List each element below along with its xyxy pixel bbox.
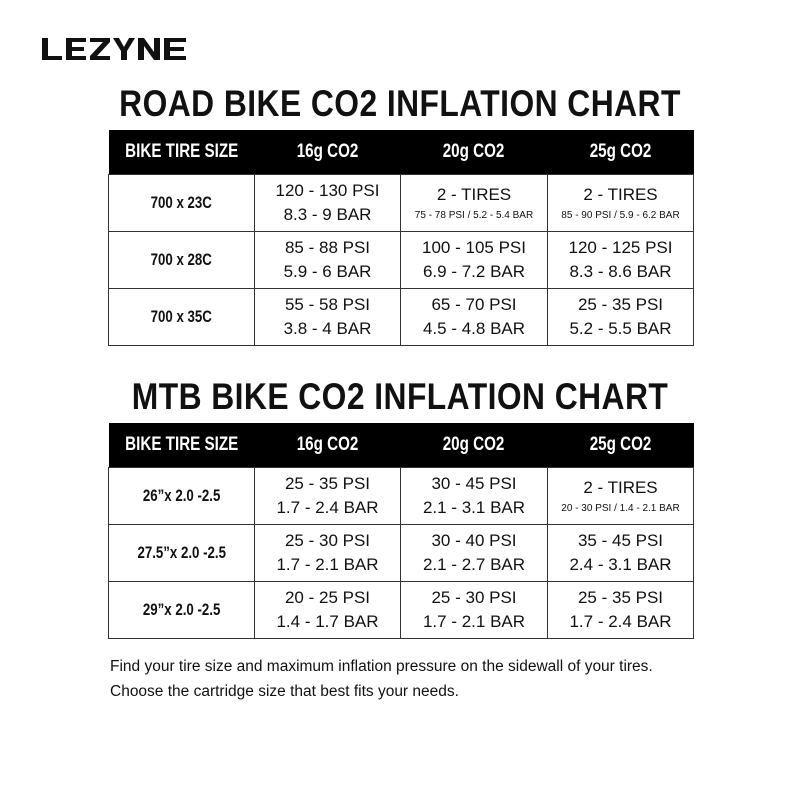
cell-20g: 2 - TIRES 75 - 78 PSI / 5.2 - 5.4 BAR <box>401 175 548 232</box>
header-20g: 20g CO2 <box>401 423 548 468</box>
table-row <box>109 468 694 525</box>
cell-20g: 30 - 45 PSI 2.1 - 3.1 BAR <box>401 468 548 525</box>
header-20g: 20g CO2 <box>401 130 548 175</box>
mtb-chart-title: MTB BIKE CO2 INFLATION CHART <box>131 376 669 417</box>
tire-size-cell: 700 x 23C <box>109 175 255 232</box>
lezyne-logo <box>40 34 192 64</box>
cell-25g: 2 - TIRES 20 - 30 PSI / 1.4 - 2.1 BAR <box>548 468 694 525</box>
tire-size-cell: 27.5”x 2.0 -2.5 <box>109 525 255 582</box>
table-row <box>109 582 694 639</box>
table-row <box>109 175 694 232</box>
cell-16g: 25 - 30 PSI 1.7 - 2.1 BAR <box>255 525 401 582</box>
tire-size-cell: 700 x 35C <box>109 289 255 346</box>
road-chart-title: ROAD BIKE CO2 INFLATION CHART <box>119 83 681 124</box>
road-inflation-table <box>108 130 694 346</box>
footer-line: Find your tire size and maximum inflation pressure on the sidewall of your tires. <box>110 658 653 675</box>
header-16g: 16g CO2 <box>255 423 401 468</box>
tire-size-cell: 29”x 2.0 -2.5 <box>109 582 255 639</box>
cell-25g: 120 - 125 PSI 8.3 - 8.6 BAR <box>548 232 694 289</box>
cell-16g: 25 - 35 PSI 1.7 - 2.4 BAR <box>255 468 401 525</box>
tire-size-cell: 26”x 2.0 -2.5 <box>109 468 255 525</box>
cell-20g: 100 - 105 PSI 6.9 - 7.2 BAR <box>401 232 548 289</box>
cell-20g: 30 - 40 PSI 2.1 - 2.7 BAR <box>401 525 548 582</box>
header-tire-size: BIKE TIRE SIZE <box>109 423 255 468</box>
cell-25g: 2 - TIRES 85 - 90 PSI / 5.9 - 6.2 BAR <box>548 175 694 232</box>
footer-note <box>110 654 653 704</box>
mtb-inflation-table <box>108 423 694 639</box>
cell-20g: 65 - 70 PSI 4.5 - 4.8 BAR <box>401 289 548 346</box>
table-row <box>109 525 694 582</box>
cell-16g: 55 - 58 PSI 3.8 - 4 BAR <box>255 289 401 346</box>
header-tire-size: BIKE TIRE SIZE <box>109 130 255 175</box>
cell-16g: 20 - 25 PSI 1.4 - 1.7 BAR <box>255 582 401 639</box>
cell-25g: 25 - 35 PSI 5.2 - 5.5 BAR <box>548 289 694 346</box>
cell-16g: 85 - 88 PSI 5.9 - 6 BAR <box>255 232 401 289</box>
lezyne-logo-mark <box>40 34 192 64</box>
cell-16g: 120 - 130 PSI 8.3 - 9 BAR <box>255 175 401 232</box>
cell-25g: 35 - 45 PSI 2.4 - 3.1 BAR <box>548 525 694 582</box>
table-row <box>109 232 694 289</box>
table-header-row <box>109 130 694 175</box>
header-16g: 16g CO2 <box>255 130 401 175</box>
cell-25g: 25 - 35 PSI 1.7 - 2.4 BAR <box>548 582 694 639</box>
tire-size-cell: 700 x 28C <box>109 232 255 289</box>
footer-line: Choose the cartridge size that best fits your needs. <box>110 683 459 700</box>
header-25g: 25g CO2 <box>548 130 694 175</box>
header-25g: 25g CO2 <box>548 423 694 468</box>
cell-20g: 25 - 30 PSI 1.7 - 2.1 BAR <box>401 582 548 639</box>
table-header-row <box>109 423 694 468</box>
table-row <box>109 289 694 346</box>
